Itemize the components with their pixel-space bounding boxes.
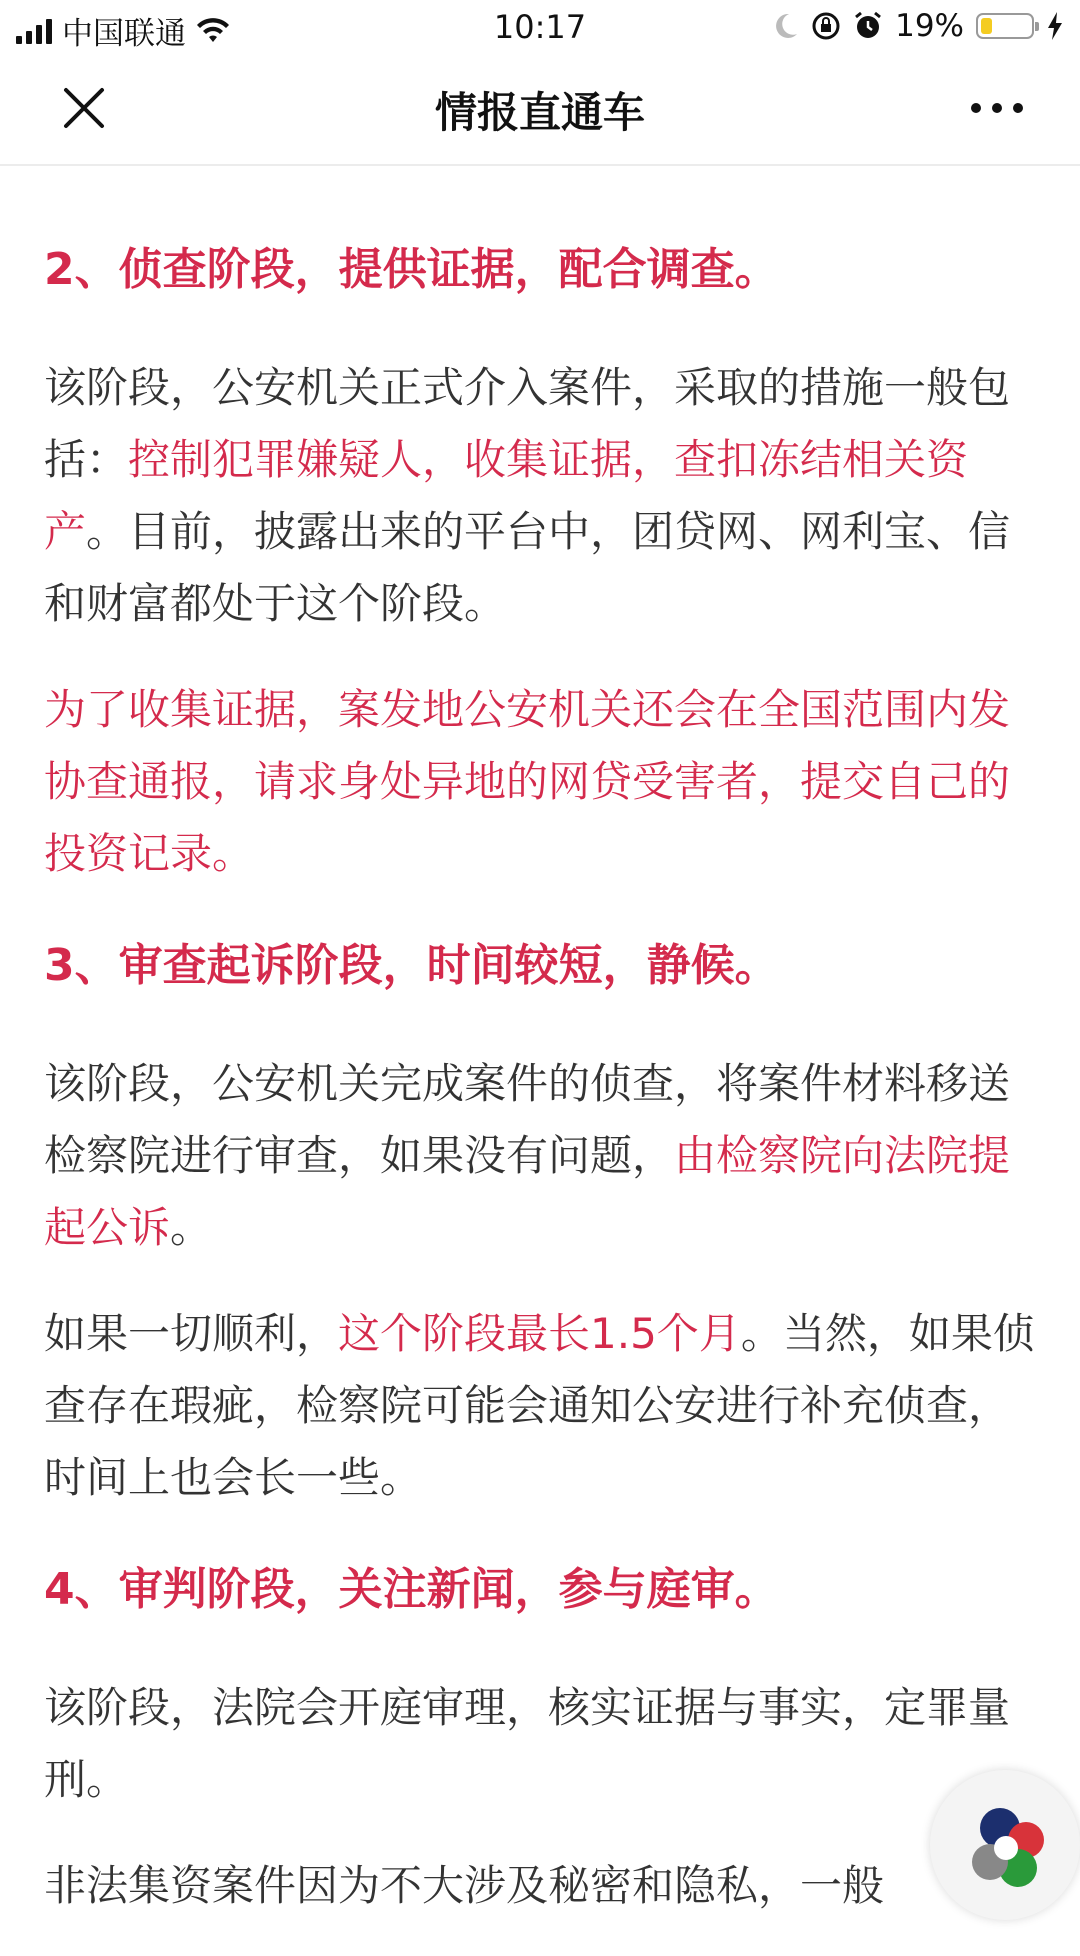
paragraph-trial: 该阶段，法院会开庭审理，核实证据与事实，定罪量刑。 bbox=[44, 1683, 1011, 1804]
paragraph-duration bbox=[44, 1298, 1036, 1514]
paragraph-investigation bbox=[44, 352, 1036, 640]
paragraph-text: 。目前，披露出来的平台中，团贷网、网利宝、信和财富都处于这个阶段。 bbox=[44, 507, 1011, 628]
section-heading-2: 2、侦查阶段，提供证据，配合调查。 bbox=[44, 244, 779, 295]
battery-icon bbox=[976, 13, 1034, 39]
carrier-label: 中国联通 bbox=[62, 16, 186, 52]
highlight-text: 由检察院向法院提起公诉 bbox=[44, 1131, 1011, 1252]
alarm-icon bbox=[853, 11, 883, 41]
status-bar bbox=[0, 0, 1080, 52]
status-right bbox=[773, 8, 1064, 44]
highlight-text: 控制犯罪嫌疑人，收集证据，查扣冻结相关资产 bbox=[44, 435, 969, 556]
charging-icon bbox=[1046, 12, 1064, 40]
highlight-text: 这个阶段最长1.5个月 bbox=[338, 1309, 741, 1358]
logo-icon bbox=[930, 1770, 1080, 1920]
paragraph-prosecution bbox=[44, 1048, 1036, 1264]
section-heading-4: 4、审判阶段，关注新闻，参与庭审。 bbox=[44, 1564, 779, 1615]
section-heading-3: 3、审查起诉阶段，时间较短，静候。 bbox=[44, 940, 779, 991]
paragraph-text: 如果一切顺利， bbox=[44, 1309, 339, 1358]
moon-icon bbox=[773, 12, 799, 40]
paragraph-evidence-notice: 为了收集证据，案发地公安机关还会在全国范围内发协查通报，请求身处异地的网贷受害者，提交自己的投资记录。 bbox=[44, 685, 1011, 878]
paragraph-cutoff: 非法集资案件因为不大涉及秘密和隐私，一般 bbox=[44, 1861, 885, 1910]
paragraph-text: 该阶段，公安机关完成案件的侦查，将案件材料移送检察院进行审查，如果没有问题， bbox=[44, 1059, 1011, 1180]
more-icon[interactable] bbox=[970, 96, 1024, 120]
article-body bbox=[44, 240, 1036, 1956]
page-title: 情报直通车 bbox=[434, 88, 645, 137]
paragraph-text: 。 bbox=[170, 1203, 213, 1252]
rotation-lock-icon bbox=[811, 11, 841, 41]
status-time: 10:17 bbox=[493, 8, 587, 46]
battery-percent: 19% bbox=[895, 8, 964, 44]
nav-bar bbox=[0, 52, 1080, 166]
paragraph-text: 。当然，如果侦查存在瑕疵，检察院可能会通知公安进行补充侦查，时间上也会长一些。 bbox=[44, 1309, 1035, 1502]
paragraph-text: 该阶段，公安机关正式介入案件，采取的措施一般包括： bbox=[44, 363, 1011, 484]
floating-app-button[interactable] bbox=[930, 1770, 1080, 1920]
